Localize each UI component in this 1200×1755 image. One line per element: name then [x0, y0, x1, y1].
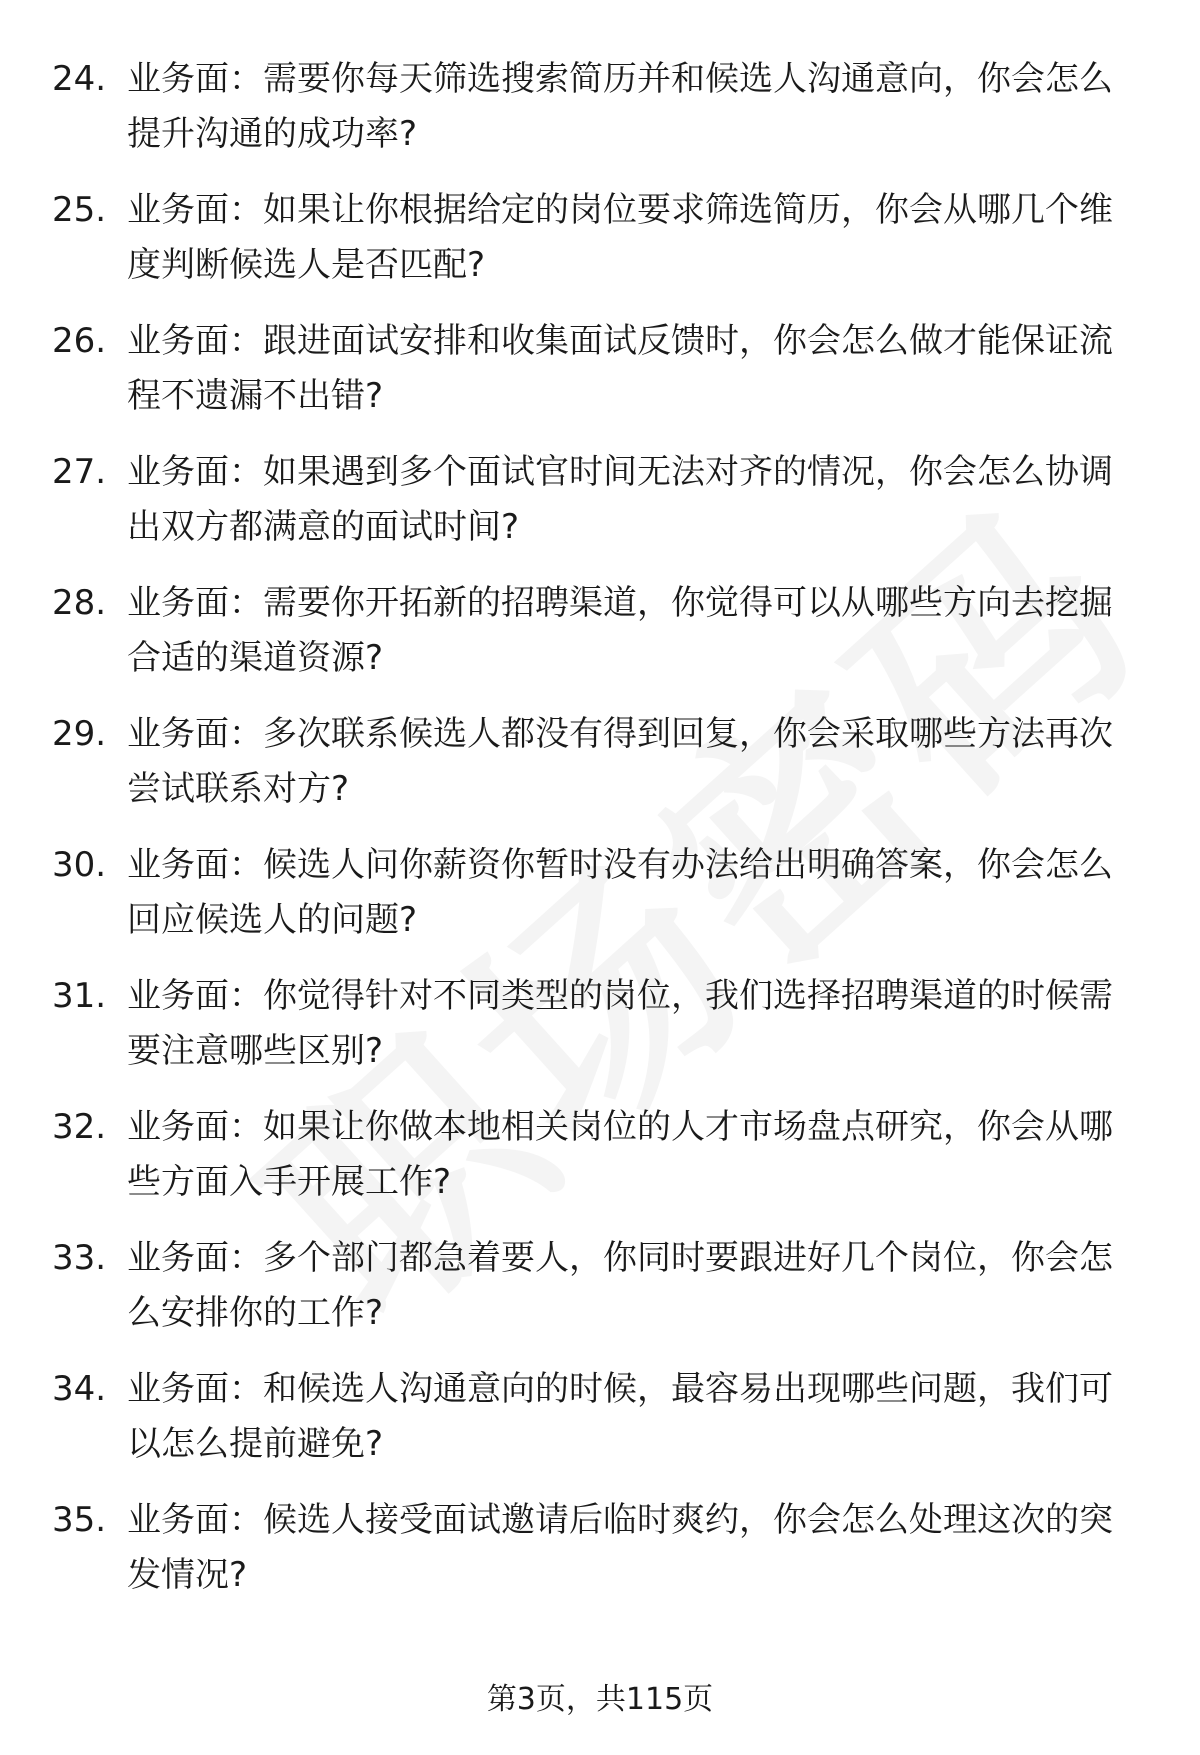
- question-number: 33.: [52, 1238, 107, 1278]
- list-item: [52, 1100, 1152, 1231]
- question-text: 业务面：需要你每天筛选搜索简历并和候选人沟通意向，你会怎么提升沟通的成功率?: [127, 59, 1113, 154]
- question-text: 业务面：多个部门都急着要人，你同时要跟进好几个岗位，你会怎么安排你的工作?: [127, 1238, 1113, 1333]
- question-text: 业务面：如果遇到多个面试官时间无法对齐的情况，你会怎么协调出双方都满意的面试时间?: [127, 452, 1113, 547]
- question-text: 业务面：候选人问你薪资你暂时没有办法给出明确答案，你会怎么回应候选人的问题?: [127, 845, 1113, 940]
- question-number: 30.: [52, 845, 107, 885]
- question-number: 35.: [52, 1500, 107, 1540]
- question-text: 业务面：你觉得针对不同类型的岗位，我们选择招聘渠道的时候需要注意哪些区别?: [127, 976, 1113, 1071]
- question-list: [52, 52, 1152, 1624]
- list-item: [52, 838, 1152, 969]
- question-text: 业务面：候选人接受面试邀请后临时爽约，你会怎么处理这次的突发情况?: [127, 1500, 1113, 1595]
- question-number: 31.: [52, 976, 107, 1016]
- list-item: [52, 314, 1152, 445]
- list-item: [52, 1231, 1152, 1362]
- question-number: 24.: [52, 59, 107, 99]
- list-item: [52, 1493, 1152, 1624]
- question-text: 业务面：如果让你做本地相关岗位的人才市场盘点研究，你会从哪些方面入手开展工作?: [127, 1107, 1113, 1202]
- question-text: 业务面：多次联系候选人都没有得到回复，你会采取哪些方法再次尝试联系对方?: [127, 714, 1113, 809]
- question-number: 29.: [52, 714, 107, 754]
- list-item: [52, 183, 1152, 314]
- question-number: 25.: [52, 190, 107, 230]
- question-number: 28.: [52, 583, 107, 623]
- list-item: [52, 969, 1152, 1100]
- list-item: [52, 707, 1152, 838]
- question-number: 32.: [52, 1107, 107, 1147]
- question-number: 27.: [52, 452, 107, 492]
- question-number: 34.: [52, 1369, 107, 1409]
- question-text: 业务面：和候选人沟通意向的时候，最容易出现哪些问题，我们可以怎么提前避免?: [127, 1369, 1113, 1464]
- question-text: 业务面：跟进面试安排和收集面试反馈时，你会怎么做才能保证流程不遗漏不出错?: [127, 321, 1113, 416]
- list-item: [52, 445, 1152, 576]
- question-text: 业务面：需要你开拓新的招聘渠道，你觉得可以从哪些方向去挖掘合适的渠道资源?: [127, 583, 1113, 678]
- list-item: [52, 1362, 1152, 1493]
- question-number: 26.: [52, 321, 107, 361]
- list-item: [52, 576, 1152, 707]
- page-footer: 第3页，共115页: [486, 1682, 714, 1717]
- question-text: 业务面：如果让你根据给定的岗位要求筛选简历，你会从哪几个维度判断候选人是否匹配?: [127, 190, 1113, 285]
- list-item: [52, 52, 1152, 183]
